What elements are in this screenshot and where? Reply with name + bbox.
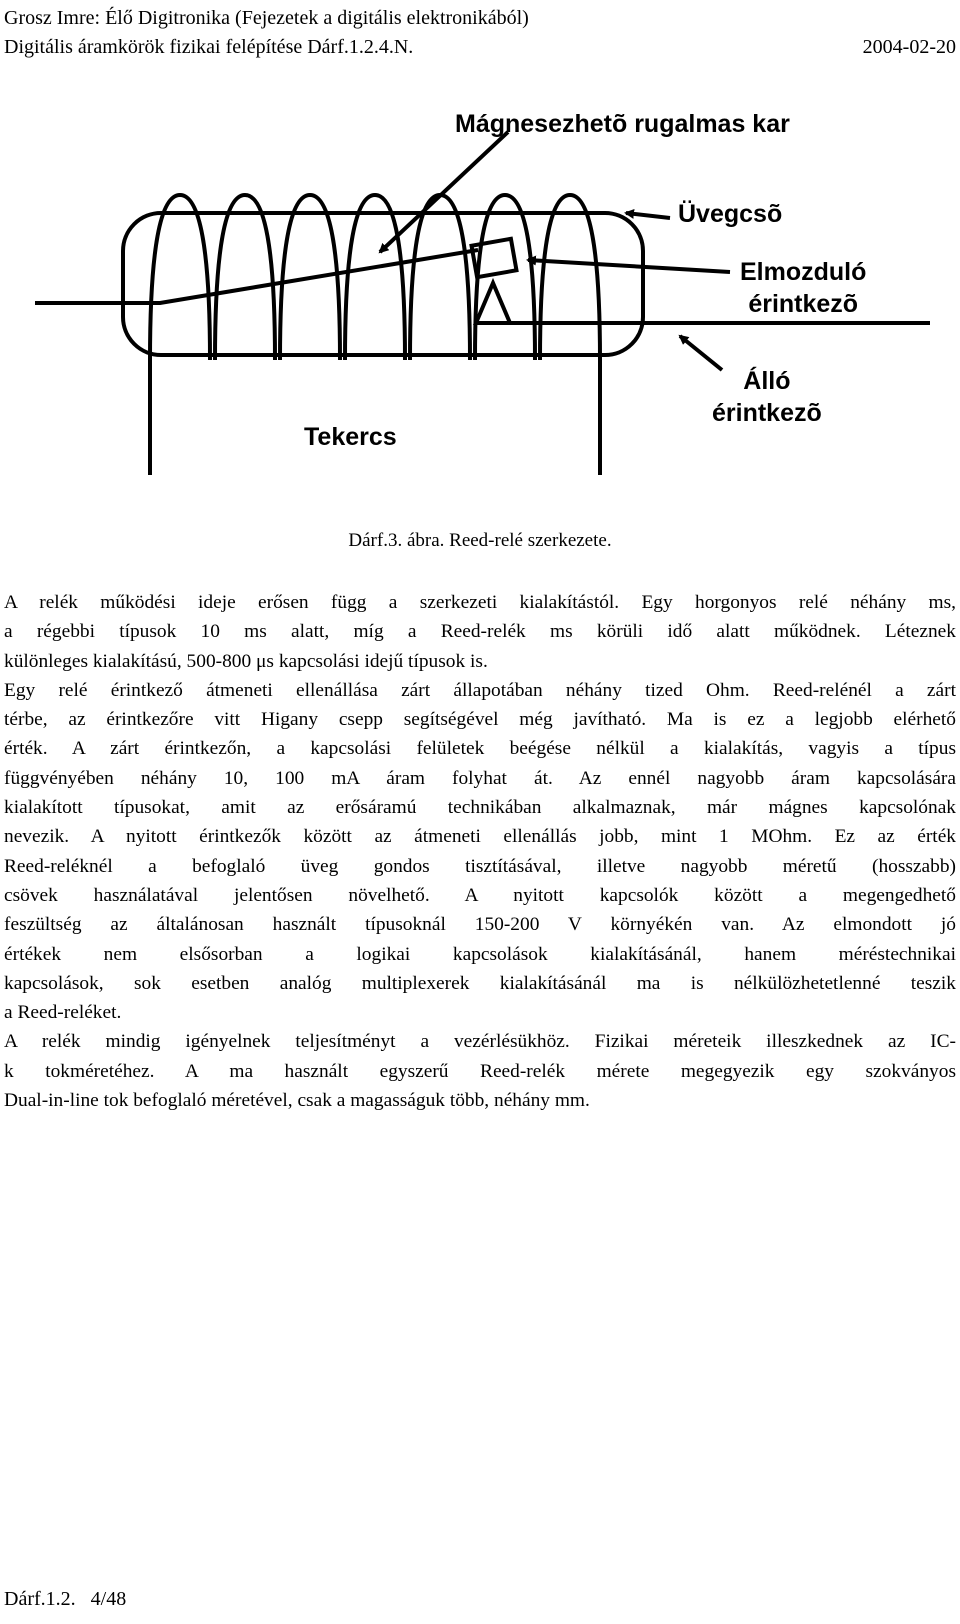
coil-windings	[150, 195, 600, 360]
paragraph-line: Reed-reléknél a befoglaló üveg gondos tisztításával, illetve nagyobb méretű (hosszabb)	[4, 855, 956, 877]
paragraph-line: kialakított típusokat, amit az erősáramú technikában alkalmaznak, már mágnes kapcsolónak	[4, 797, 956, 819]
label-fixed-contact-line1: Álló	[743, 367, 791, 395]
paragraph-line: csövek használatával jelentősen növelhető. A nyitott kapcsolók között a megengedhető	[4, 884, 956, 906]
paragraph-line: feszültség az általánosan használt típusoknál 150-200 V környékén van. Az elmondott jó	[4, 914, 956, 936]
paragraph-line: Dual-in-line tok befoglaló méretével, csak a magasságuk több, néhány mm.	[4, 1090, 590, 1112]
section-title: Digitális áramkörök fizikai felépítése Dárf.1.2.4.N.	[4, 36, 414, 58]
paragraph-line: kapcsolások, sok esetben analóg multiplexerek kialakításánál ma is nélkülözhetetlenné teszik	[4, 972, 956, 994]
fixed-contact-shape	[476, 283, 510, 323]
figure-caption: Dárf.3. ábra. Reed-relé szerkezete.	[348, 530, 612, 551]
document-title: Grosz Imre: Élő Digitronika (Fejezetek a digitális elektronikából)	[4, 7, 529, 29]
paragraph-line: különleges kialakítású, 500-800 μs kapcsolási idejű típusok is.	[4, 650, 488, 672]
header-row-1	[4, 4, 956, 33]
paragraph-line: térbe, az érintkezőre vitt Higany csepp segítségével még javítható. Ma is ez a legjobb elérhető	[4, 709, 956, 731]
body-text	[4, 588, 956, 1115]
header-date: 2004-02-20	[862, 36, 956, 58]
paragraph-line: függvényében néhány 10, 100 mA áram folyhat át. Az ennél nagyobb áram kapcsolására	[4, 767, 956, 789]
label-fixed-contact	[712, 365, 822, 429]
label-fixed-contact-line2: érintkezõ	[712, 399, 822, 427]
page-footer	[4, 1588, 126, 1611]
paragraph-line: értékek nem elsősorban a logikai kapcsolások kialakításánál, hanem méréstechnikai	[4, 943, 956, 965]
paragraph-line: A relék működési ideje erősen függ a szerkezeti kialakítástól. Egy horgonyos relé néhány ms,	[4, 592, 956, 613]
arrow-magnet-arm	[380, 132, 508, 252]
footer-page-number: 4/48	[90, 1588, 127, 1610]
label-coil: Tekercs	[304, 423, 397, 451]
paragraph-line: k tokméretéhez. A ma használt egyszerű Reed-relék mérete megegyezik egy szokványos	[4, 1060, 956, 1082]
reed-relay-diagram	[0, 90, 960, 490]
label-moving-contact-line2: érintkezõ	[748, 290, 859, 318]
paragraph-line: nevezik. A nyitott érintkezők között az átmeneti ellenállás jobb, mint 1 MOhm. Ez az érték	[4, 826, 956, 848]
page-header	[4, 4, 956, 62]
paragraph-line: a régebbi típusok 10 ms alatt, míg a Reed-relék ms körüli idő alatt működnek. Léteznek	[4, 621, 956, 643]
footer-section: Dárf.1.2.	[4, 1588, 76, 1610]
label-moving-contact-line1: Elmozduló	[740, 258, 867, 286]
header-row-2	[4, 33, 956, 62]
arrow-glass-tube	[626, 213, 670, 218]
label-moving-contact	[740, 256, 866, 320]
paragraph-line: a Reed-reléket.	[4, 1002, 122, 1024]
paragraph-line: Egy relé érintkező átmeneti ellenállása zárt állapotában néhány tized Ohm. Reed-relénél a zárt	[4, 679, 956, 701]
label-magnet-arm: Mágnesezhetõ rugalmas kar	[455, 110, 790, 138]
arrow-moving-contact	[528, 260, 730, 272]
paragraph-line: érték. A zárt érintkezőn, a kapcsolási felületek beégése nélkül a kialakítás, vagyis a típus	[4, 738, 956, 760]
label-glass-tube: Üvegcsõ	[678, 200, 783, 228]
paragraph-line: A relék mindig igényelnek teljesítményt a vezérlésükhöz. Fizikai méreteik illeszkednek az IC-	[4, 1031, 956, 1053]
